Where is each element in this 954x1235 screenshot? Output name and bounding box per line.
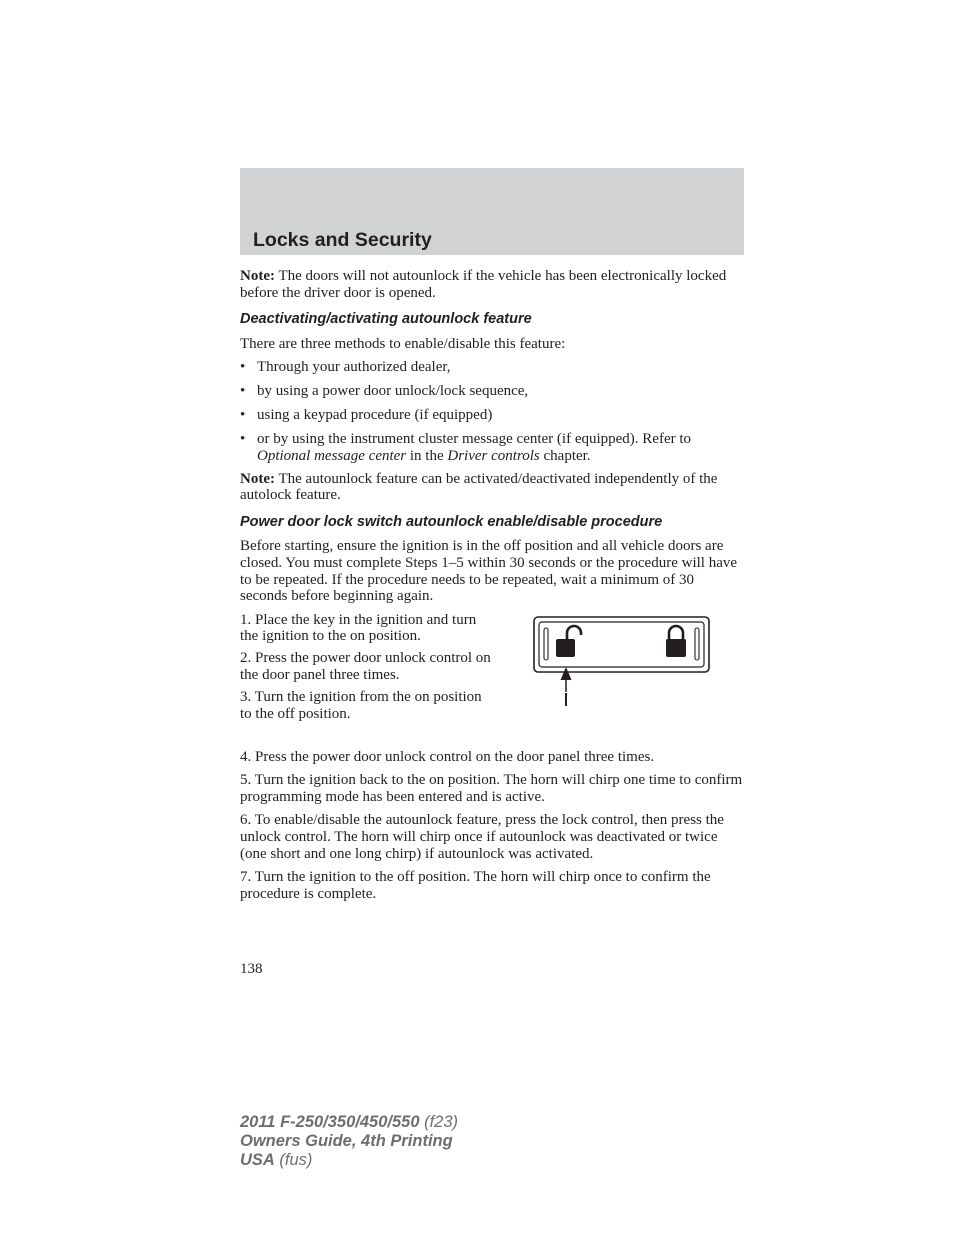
list-item-text: by using a power door unlock/lock sequence, xyxy=(257,383,529,400)
footer-code: (f23) xyxy=(419,1113,459,1131)
footer-region-code: (fus) xyxy=(274,1151,313,1169)
footer-line: Owners Guide, 4th Printing xyxy=(240,1132,453,1150)
steps-left-column xyxy=(240,612,495,723)
bullet-marker: • xyxy=(240,431,246,448)
footer-region: USA xyxy=(240,1151,275,1169)
list-item xyxy=(240,431,744,464)
procedure-step: 3. Turn the ignition from the on position to the off position. xyxy=(240,689,482,722)
note-label: Note: xyxy=(240,268,275,284)
note-text: The autounlock feature can be activated/deactivated independently of the autolock feature. xyxy=(240,470,718,504)
footer-line xyxy=(240,1151,458,1170)
note-paragraph xyxy=(240,268,744,301)
procedure-step: 1. Place the key in the ignition and turn the ignition to the on position. xyxy=(240,611,477,645)
procedure-step: 7. Turn the ignition to the off position. The horn will chirp once to confirm the procedure is complete. xyxy=(240,869,711,902)
reference-optional-message-center: Optional message center xyxy=(257,447,407,464)
section-title: Locks and Security xyxy=(253,229,432,251)
bullet-marker: • xyxy=(240,383,246,400)
document-footer xyxy=(240,1113,458,1170)
procedure-intro: Before starting, ensure the ignition is in the off position and all vehicle doors are closed. You must complete Steps 1–5 within 30 seconds or the procedure will have to be repeated. If the procedure needs to be repeated, wait a minimum of 30 seconds before beginning again. xyxy=(240,538,738,605)
list-item-text: in the xyxy=(406,447,448,464)
section-header-band xyxy=(240,168,744,255)
note-paragraph xyxy=(240,471,744,504)
methods-intro: There are three methods to enable/disable this feature: xyxy=(240,335,566,352)
footer-line xyxy=(240,1113,458,1132)
subheading-deactivating: Deactivating/activating autounlock feature xyxy=(240,311,532,328)
list-item xyxy=(240,407,744,424)
steps-with-figure xyxy=(240,612,744,747)
footer-model: 2011 F-250/350/450/550 xyxy=(240,1113,420,1131)
reference-driver-controls: Driver controls xyxy=(447,447,540,464)
page-content xyxy=(240,268,744,909)
procedure-step: 4. Press the power door unlock control on the door panel three times. xyxy=(240,748,655,765)
lock-icon xyxy=(666,626,686,657)
list-item-text: or by using the instrument cluster message center (if equipped). Refer to xyxy=(257,431,692,448)
note-label: Note: xyxy=(240,470,275,487)
note-text: The doors will not autounlock if the vehicle has been electronically locked before the driver door is opened. xyxy=(240,268,727,301)
page-number: 138 xyxy=(240,961,263,977)
switch-ridge-icon xyxy=(695,628,699,660)
list-item-text: Through your authorized dealer, xyxy=(257,359,451,376)
procedure-step: 6. To enable/disable the autounlock feature, press the lock control, then press the unlock control. The horn will chirp once if autounlock was deactivated or twice (one short and one long chirp) if autounlock was activated. xyxy=(240,812,724,862)
subheading-procedure: Power door lock switch autounlock enable/disable procedure xyxy=(240,513,663,530)
list-item-text: chapter. xyxy=(539,447,591,464)
switch-ridge-icon xyxy=(544,628,548,660)
arrow-up-icon xyxy=(561,667,572,706)
list-item xyxy=(240,383,744,400)
methods-list xyxy=(240,359,744,464)
procedure-step: 5. Turn the ignition back to the on position. The horn will chirp one time to confirm programming mode has been entered and is active. xyxy=(240,772,743,805)
list-item-text: using a keypad procedure (if equipped) xyxy=(257,407,493,424)
bullet-marker: • xyxy=(240,359,246,376)
bullet-marker: • xyxy=(240,407,246,424)
procedure-step: 2. Press the power door unlock control on the door panel three times. xyxy=(240,650,491,684)
unlock-icon xyxy=(556,626,581,657)
list-item xyxy=(240,359,744,376)
door-lock-switch-illustration xyxy=(533,616,711,708)
